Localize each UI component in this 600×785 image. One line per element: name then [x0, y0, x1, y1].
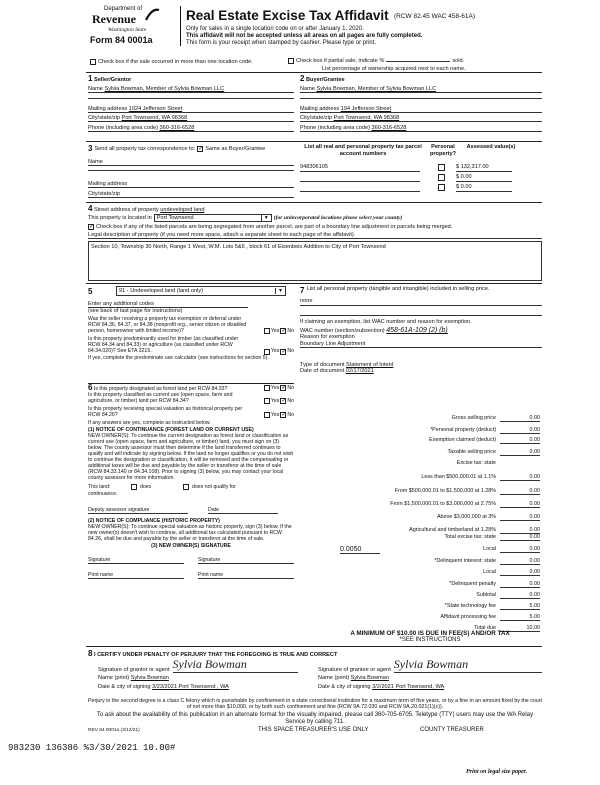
tax-row: Affidavit processing fee 5.00 [440, 614, 540, 620]
grantor-signature-block: Signature of grantor or agent Sylvia Bowman Name (print) Sylvia Bowman Date & city of signing 3/23/2021 Port Townsend , WA [98, 660, 298, 690]
county-treasurer-label: COUNTY TREASURER [420, 727, 484, 733]
legal-description-field[interactable]: Section 10, Township 30 North, Range 1 West, W.M. Lots 5&6 , block 61 of Eisenbeis Addition to City of Port Townsend [88, 241, 542, 281]
personal-property-checkbox[interactable] [438, 164, 445, 171]
header-line-1: Only for sales in a single location code on or after January 1, 2020. [186, 26, 364, 32]
parcel-number-field[interactable] [300, 174, 420, 182]
assessed-value-field[interactable]: $ 132,317.00 [456, 164, 512, 172]
forest-land-section: 6 Is this property designated as forest land per RCW 84.33? Yes ✓ No Is this property classified as current use (open space, farm and agriculture, or timber) land per RCW 84.34? Yes ✓ No Is this property receiving special valuation as historical property per RCW 84.26? Yes ✓ No If any answers are yes, complete as instructed below. (1) NOTICE OF CONTINUANCE (FOREST LAND OR CURRENT USE) NEW OWNER(S): To continue the current designation as forest land or classification as current use (open space, farm and agriculture, or timber) land, you must sign on (3) below. The county assessor must then determine if the land transferred continues to qualify and will indicate by signing below. If the land no longer qualifies or you do not wish to continue the designation or classification, it will be removed and the compensating or additional taxes will be due and payable by the seller or transferor at the time of sale (RCW 84.33.140 or 84.34.108). Prior to signing (3) below, you may contact your local county assessor for more information. This land: does does not qualify for continuance. Deputy assessor signature Date (2) NOTICE OF COMPLIANCE (HISTORIC PROPERTY) NEW OWNER(S): To continue special valuation as historic property, sign (3) below. If the new owner(s) doesn't wish to continue, all additional tax calculated pursuant to RCW 84.26, shall be due and payable by the seller or transferor at the time of sale. (3) NEW OWNER(S) SIGNATURE Signature Signature Print name Print name [88, 383, 294, 579]
buyer-section: 2 Buyer/Grantee Name Sylvia Bowman, Member of Sylvia Bowman LLC Mailing address 194 Jefferson Street City/state/zip Port Townsend, WA 98368 Phone (including area code) 360-316-6528 [300, 74, 542, 139]
seller-phone-field[interactable]: Phone (including area code) 360-316-6528 [88, 125, 294, 132]
exemption-yes-checkbox[interactable] [264, 328, 270, 334]
parcel-number-field[interactable]: 948306105 [300, 164, 420, 172]
tax-row: From $500,000.01 to $1,500,000 at 1.28% 0.00 [394, 488, 540, 494]
new-owner-signature-1[interactable]: Signature [88, 557, 184, 564]
land-use-code-select[interactable]: 91 - Undeveloped land (land only) ▼ [116, 286, 286, 296]
new-owner-print-2[interactable]: Print name [198, 572, 294, 579]
tax-value-field[interactable]: 0.00 [500, 569, 540, 576]
see-instructions: *SEE INSTRUCTIONS [399, 637, 461, 643]
tax-value-field[interactable]: 0.00 [500, 514, 540, 521]
minimum-notice: A MINIMUM OF $10.00 IS DUE IN FEE(S) AND/OR TAX [350, 630, 510, 637]
revenue-label: Revenue [92, 12, 136, 26]
tax-value-field[interactable]: 0.00 [500, 437, 540, 444]
tax-row: Excise tax: state [456, 460, 496, 466]
title-rcw: (RCW 82.45 WAC 458-61A) [394, 13, 476, 20]
wac-number-field[interactable]: 458-61A-109 (2) (b) [386, 327, 448, 334]
parcel-row [300, 174, 542, 183]
new-owner-print-1[interactable]: Print name [88, 572, 184, 579]
street-address-value[interactable]: undeveloped land [160, 207, 205, 213]
chevron-down-icon: ▼ [275, 288, 283, 294]
grantor-date-city[interactable]: 3/23/2021 Port Townsend , WA [152, 684, 229, 690]
seller-name-field[interactable]: Name Sylvia Bowman, Member of Sylvia Bowman LLC [88, 86, 294, 93]
exemption-reason-field[interactable]: Boundary Line Adjustment [300, 341, 542, 348]
tax-row: From $1,500,000.01 to $3,000,000 at 2.75% 0.00 [390, 501, 540, 507]
timber-yes-checkbox[interactable] [264, 349, 270, 355]
dor-logo [88, 6, 168, 48]
tax-row: Total due 10.00 [474, 625, 540, 631]
tax-value-field[interactable]: 0.00 [500, 501, 540, 508]
grantee-signature-block: Signature of grantee or agent Sylvia Bowman Name (print) Sylvia Bowman Date & city of signing 3/2/2021 Port Townsend, WA [318, 660, 542, 690]
tax-row: *Delinquent penalty 0.00 [449, 581, 540, 587]
perjury-notice: Perjury in the second degree is a class C felony which is punishable by confinement in a state correctional institution for a maximum term of five years, or by a fine in an amount fixed by the court of not more than $10,000, or by both such confinement and fine (RCW 9A.72.030 and RCW 9A.20.021(1)(c)). [88, 698, 542, 710]
legal-paper-note: Print on legal size paper. [466, 769, 528, 775]
state-label: Washington State [108, 27, 147, 33]
tax-row: Taxable selling price 0.00 [447, 449, 540, 455]
assessed-value-field[interactable]: $ 0.00 [456, 174, 512, 182]
personal-property-field[interactable]: none [300, 298, 542, 306]
parcel-number-field[interactable] [300, 184, 420, 192]
tax-value-field[interactable]: 10.00 [500, 625, 540, 632]
tax-value-field[interactable]: 0.00 [500, 534, 540, 541]
current-use-yes-checkbox[interactable] [264, 398, 270, 404]
grantor-print-name[interactable]: Sylvia Bowman [130, 675, 169, 681]
seller-address-field[interactable]: Mailing address 1924 Jefferson Street [88, 106, 294, 113]
tax-row: *State technology fee 5.00 [444, 603, 540, 609]
accessibility-notice: To ask about the availability of this publication in an alternate format for the visually impaired, please call 360-705-6705. Teletype (TTY) users may use the WA Relay Service by calling 711. [96, 712, 534, 725]
tax-value-field[interactable]: 0.00 [500, 474, 540, 481]
land-does-not-checkbox[interactable] [183, 484, 189, 490]
partial-sale-checkbox[interactable] [288, 58, 294, 64]
dept-label: Department of [104, 6, 143, 12]
tax-row: Agricultural and timberland at 1.28% 0.00 [409, 527, 540, 533]
segregation-checkbox[interactable]: ✓ [89, 224, 95, 230]
grantee-signature[interactable]: Sylvia Bowman [394, 657, 542, 673]
tax-value-field[interactable]: 0.00 [500, 546, 540, 553]
grantee-print-name[interactable]: Sylvia Bowman [350, 675, 389, 681]
current-use-no-checkbox[interactable]: ✓ [281, 398, 287, 405]
tax-value-field[interactable]: 5.00 [500, 603, 540, 610]
property-location-section: 4 Street address of property undeveloped land This property is located in Port Townsend ▼ (for unincorporated locations please select your county) ✓ Check box if any of the listed parcels are being segregated from another parcel, are part of a boundary line adjustment or parcels being merged. Legal description of property (if you need more space, attach a separate sheet to each page of the affidavit). Section 10, Township 30 North, Range 1 West, W.M. Lots 5&6 , block 61 of Eisenbeis Addition to City of Port Townsend [88, 204, 542, 281]
local-rate-field[interactable]: 0.0050 [340, 546, 380, 554]
cashier-stamp: 983230 136386 %3/30/2021 10.00# [8, 743, 176, 753]
personal-property-checkbox[interactable] [438, 174, 445, 181]
tax-value-field[interactable]: 0.00 [500, 415, 540, 422]
correspondence-name-field[interactable]: Name [88, 159, 294, 166]
header-line-2: This affidavit will not be accepted unless all areas on all pages are fully completed. [186, 33, 423, 39]
correspondence-city-field[interactable]: City/state/zip [88, 191, 294, 198]
buyer-address-field[interactable]: Mailing address 194 Jefferson Street [300, 106, 542, 113]
tax-value-field[interactable]: 0.00 [500, 449, 540, 456]
assessed-value-field[interactable]: $ 0.00 [456, 184, 512, 192]
correspondence-section: 3 Send all property tax correspondence to: ✓ Same as Buyer/Grantee Name Mailing address City/state/zip [88, 144, 294, 198]
parcel-row [300, 184, 542, 193]
tax-row: Less than $500,000.01 at 1.1% 0.00 [421, 474, 540, 480]
new-owner-signature-2[interactable]: Signature [198, 557, 294, 564]
exemption-no-checkbox[interactable]: ✓ [281, 328, 287, 335]
partial-sale-check: Check box if partial sale, indicate % sold. [288, 58, 464, 64]
document-type-field[interactable]: Statement of Intent [346, 362, 394, 368]
land-use-section: 5 91 - Undeveloped land (land only) ▼ Enter any additional codes (see back of last page for instructions) Was the seller receiving a property tax exemption or deferral under RCW 84.36, 84.37, or 84.38 (nonprofit org., senior citizen or disabled person, homeowner with limited income)? Yes ✓ No Is this property predominantly used for timber (as classified under RCW 84.34 and 84.33) or agriculture (as classified under RCW 84.34.020)? See ETA 3215. Yes ✓ No If yes, complete the predominate use calculator (see instructions for section 5). [88, 286, 294, 361]
correspondence-address-field[interactable]: Mailing address [88, 181, 294, 188]
logo-swoosh-icon [144, 8, 160, 22]
tax-value-field[interactable]: 0.00 [500, 581, 540, 588]
deputy-assessor-signature[interactable]: Deputy assessor signature [88, 507, 188, 514]
page-title: Real Estate Excise Tax Affidavit [186, 8, 389, 23]
tax-row: Above $3,000,000 at 3% 0.00 [436, 514, 540, 520]
same-as-buyer-checkbox[interactable]: ✓ [198, 145, 204, 152]
grantor-signature[interactable]: Sylvia Bowman [173, 657, 298, 673]
tax-value-field[interactable]: 0.00 [500, 592, 540, 599]
timber-no-checkbox[interactable]: ✓ [281, 348, 287, 355]
forest-no-checkbox[interactable]: ✓ [281, 385, 287, 392]
tax-row: Exemption claimed (deduct) 0.00 [429, 437, 540, 443]
location-select[interactable]: Port Townsend ▼ [154, 214, 272, 222]
tax-value-field[interactable]: 0.00 [500, 558, 540, 565]
header-divider [180, 6, 181, 46]
chevron-down-icon: ▼ [261, 215, 269, 221]
parcel-row [300, 164, 542, 173]
tax-row: Gross selling price 0.00 [451, 415, 540, 421]
multi-location-checkbox[interactable] [90, 59, 96, 65]
multi-location-check: Check box if the sale occurred in more than one location code. [90, 59, 253, 65]
document-date-field[interactable]: 02/17/2021 [345, 368, 374, 374]
tax-row: Local 0.00 [483, 569, 540, 575]
buyer-name-field[interactable]: Name Sylvia Bowman, Member of Sylvia Bowman LLC [300, 86, 542, 93]
form-number: Form 84 0001a [90, 35, 153, 45]
tax-row: *Delinquent interest: state 0.00 [434, 558, 540, 564]
personal-property-checkbox[interactable] [438, 184, 445, 191]
buyer-city-field[interactable]: City/state/zip Port Townsend, WA 98368 [300, 115, 542, 122]
seller-section: 1 Seller/Grantor Name Sylvia Bowman, Member of Sylvia Bowman LLC Mailing address 1924 Jefferson Street City/state/zip Port Townsend, WA 98368 Phone (including area code) 360-316-6528 [88, 74, 294, 139]
personal-property-section: 7 List all personal property (tangible and intangible) included in selling price. none If claiming an exemption, list WAC number and reason for exemption. WAC number (section/subsection) 458-61A-109 (2) (b) Reason for exemption Boundary Line Adjustment Type of document Statement of Intent Date of document 02/17/2021 [300, 286, 542, 374]
tax-row: *Personal property (deduct) 0.00 [430, 427, 540, 433]
tax-row: Total excise tax: state 0.00 [444, 534, 540, 540]
tax-value-field[interactable]: 5.00 [500, 614, 540, 621]
buyer-phone-field[interactable]: Phone (including area code) 360-316-6528 [300, 125, 542, 132]
historic-yes-checkbox[interactable] [264, 412, 270, 418]
revision-label: REV 84 0001a (3/12/21) [88, 728, 140, 733]
tax-value-field[interactable]: 0.00 [500, 427, 540, 434]
land-does-checkbox[interactable] [131, 484, 137, 490]
grantee-date-city[interactable]: 3/2/2021 Port Townsend, WA [372, 684, 445, 690]
historic-no-checkbox[interactable]: ✓ [281, 412, 287, 419]
tax-row: Subtotal 0.00 [476, 592, 540, 598]
seller-city-field[interactable]: City/state/zip Port Townsend, WA 98368 [88, 115, 294, 122]
forest-yes-checkbox[interactable] [264, 385, 270, 391]
tax-value-field[interactable]: 0.00 [500, 488, 540, 495]
tax-value-field[interactable]: 0.00 [500, 527, 540, 534]
certification-section: 8 I CERTIFY UNDER PENALTY OF PERJURY THAT THE FOREGOING IS TRUE AND CORRECT [88, 649, 338, 658]
tax-row: Local 0.00 0.0050 [340, 546, 540, 553]
treasurer-use-label: THIS SPACE TREASURER'S USE ONLY [258, 727, 369, 733]
partial-sale-note: List percentage of ownership acquired next to each name. [322, 66, 466, 72]
additional-codes-field[interactable]: Enter any additional codes [88, 301, 248, 308]
header-line-3: This form is your receipt when stamped by cashier. Please type or print. [186, 40, 377, 46]
